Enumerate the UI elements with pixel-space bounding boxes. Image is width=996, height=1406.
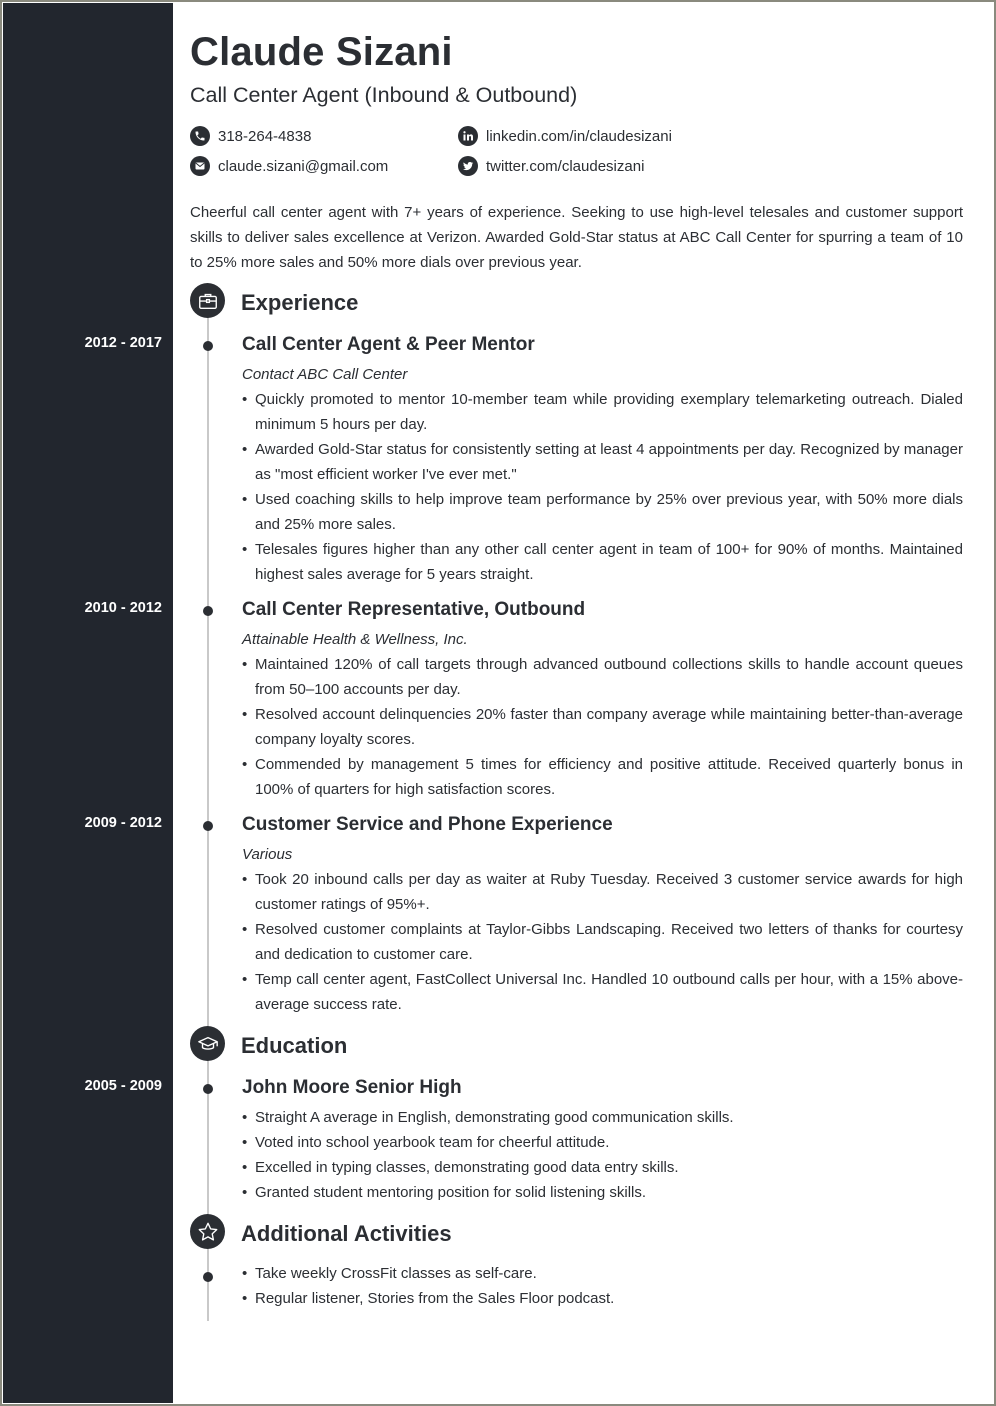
timeline-dot — [203, 1272, 213, 1282]
job-title: Call Center Agent & Peer Mentor — [242, 334, 535, 355]
job-dates: 2012 - 2017 — [84, 335, 162, 351]
linkedin-text: linkedin.com/in/claudesizani — [486, 127, 672, 145]
twitter-text: twitter.com/claudesizani — [486, 157, 645, 175]
job-bullets — [242, 387, 963, 587]
list-item: • Straight A average in English, demonstrating good communication skills. — [242, 1105, 963, 1130]
experience-heading: Experience — [241, 290, 359, 315]
timeline-dot — [203, 606, 213, 616]
job-dates: 2010 - 2012 — [84, 600, 162, 616]
graduation-cap-icon — [190, 1026, 225, 1061]
contact-email — [190, 156, 388, 176]
list-item: • Telesales figures higher than any other call center agent in team of 100+ for 90% of months. Maintained highest sales average for 5 years straight. — [242, 537, 963, 587]
timeline-dot — [203, 341, 213, 351]
timeline-dot — [203, 1084, 213, 1094]
list-item: • Take weekly CrossFit classes as self-care. — [242, 1261, 963, 1286]
list-item: • Took 20 inbound calls per day as waiter at Ruby Tuesday. Received 3 customer service awards for high customer ratings of 95%+. — [242, 867, 963, 917]
star-icon — [190, 1214, 225, 1249]
email-icon — [190, 156, 210, 176]
education-heading: Education — [241, 1033, 348, 1058]
list-item: • Commended by management 5 times for efficiency and positive attitude. Received quarterly bonus in 100% of quarters for high satisfaction scores. — [242, 752, 963, 802]
list-item: • Voted into school yearbook team for cheerful attitude. — [242, 1130, 963, 1155]
contact-twitter — [458, 156, 644, 176]
job-dates: 2009 - 2012 — [84, 815, 162, 831]
timeline-dot — [203, 821, 213, 831]
education-bullets — [242, 1105, 963, 1205]
timeline-line — [207, 300, 209, 1321]
list-item: • Awarded Gold-Star status for consistently setting at least 4 appointments per day. Recognized by manager as "most efficient worker I've ever met." — [242, 437, 963, 487]
list-item: • Quickly promoted to mentor 10-member team while providing exemplary telemarketing outreach. Dialed minimum 5 hours per day. — [242, 387, 963, 437]
education-dates: 2005 - 2009 — [84, 1078, 162, 1094]
list-item: • Maintained 120% of call targets through advanced outbound collections skills to handle account queues from 50–100 accounts per day. — [242, 652, 963, 702]
briefcase-icon — [190, 283, 225, 318]
phone-icon — [190, 126, 210, 146]
list-item: • Granted student mentoring position for solid listening skills. — [242, 1180, 963, 1205]
activities-bullets — [242, 1261, 963, 1311]
job-company: Attainable Health & Wellness, Inc. — [242, 631, 468, 648]
list-item: • Resolved account delinquencies 20% faster than company average while maintaining better-than-average company loyalty scores. — [242, 702, 963, 752]
job-bullets — [242, 867, 963, 1017]
job-company: Contact ABC Call Center — [242, 366, 408, 383]
job-role: Call Center Agent (Inbound & Outbound) — [190, 83, 578, 107]
list-item: • Temp call center agent, FastCollect Universal Inc. Handled 10 outbound calls per hour, with a 15% above-average success rate. — [242, 967, 963, 1017]
contact-linkedin — [458, 126, 672, 146]
job-bullets — [242, 652, 963, 802]
phone-text: 318-264-4838 — [218, 127, 312, 145]
contact-phone — [190, 126, 311, 146]
job-title: Call Center Representative, Outbound — [242, 599, 586, 620]
twitter-icon — [458, 156, 478, 176]
activities-heading: Additional Activities — [241, 1221, 452, 1246]
summary: Cheerful call center agent with 7+ years of experience. Seeking to use high-level telesales and customer support skills to deliver sales excellence at Verizon. Awarded Gold-Star status at ABC Call Center for spurring a team of 10 to 25% more sales and 50% more dials over previous year. — [190, 204, 963, 271]
candidate-name: Claude Sizani — [190, 30, 453, 74]
school-name: John Moore Senior High — [242, 1077, 462, 1098]
list-item: • Regular listener, Stories from the Sales Floor podcast. — [242, 1286, 963, 1311]
job-title: Customer Service and Phone Experience — [242, 814, 613, 835]
list-item: • Used coaching skills to help improve team performance by 25% over previous year, with 50% more dials and 25% more sales. — [242, 487, 963, 537]
email-text: claude.sizani@gmail.com — [218, 157, 389, 175]
sidebar — [3, 3, 173, 1403]
list-item: • Excelled in typing classes, demonstrating good data entry skills. — [242, 1155, 963, 1180]
list-item: • Resolved customer complaints at Taylor-Gibbs Landscaping. Received two letters of thanks for courtesy and dedication to customer care. — [242, 917, 963, 967]
job-company: Various — [242, 846, 293, 863]
linkedin-icon — [458, 126, 478, 146]
